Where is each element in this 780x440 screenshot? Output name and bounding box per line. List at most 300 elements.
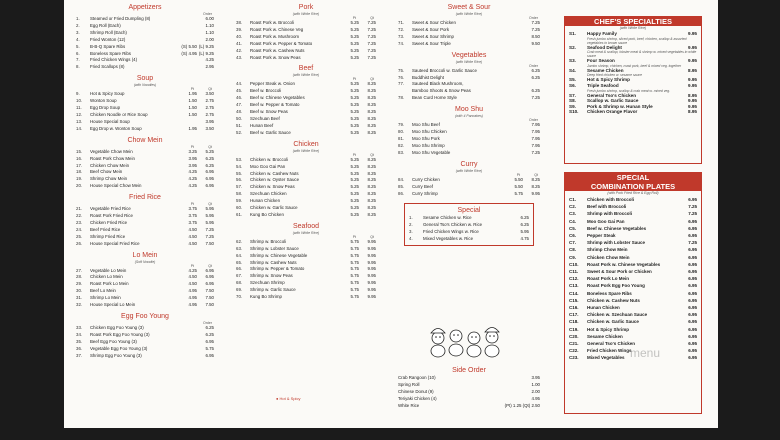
menu-item bbox=[76, 16, 214, 23]
combination-plates-list bbox=[565, 196, 701, 362]
item-number: 58. bbox=[236, 191, 243, 197]
price-header-small: Pt bbox=[190, 202, 194, 207]
item-price-small: 1.95 bbox=[188, 125, 197, 131]
item-number: 16. bbox=[76, 155, 83, 161]
item-price-small bbox=[506, 27, 523, 34]
chef-item bbox=[569, 83, 697, 89]
item-price-small: 5.50 bbox=[514, 183, 523, 189]
item-price-large: 6.25 bbox=[531, 67, 540, 73]
combo-price: 6.95 bbox=[688, 341, 697, 347]
item-name: Pepper Steak w. Onion bbox=[250, 81, 295, 87]
item-name: Chicken Chow Mein bbox=[90, 162, 130, 168]
menu-item bbox=[236, 88, 376, 95]
item-number: 22. bbox=[76, 213, 83, 219]
item-price-small: 1.50 bbox=[188, 98, 197, 104]
item-number: 28. bbox=[76, 274, 83, 280]
menu-item bbox=[76, 339, 214, 346]
special-item bbox=[409, 222, 529, 229]
side-name: Spring Roll bbox=[398, 381, 420, 387]
item-name: Beef w. Snow Peas bbox=[250, 109, 288, 115]
special-title: Special bbox=[457, 207, 481, 215]
item-price-small bbox=[180, 325, 197, 332]
combo-item bbox=[569, 326, 697, 333]
combo-price: 6.95 bbox=[688, 355, 697, 361]
item-price-large: 7.25 bbox=[367, 47, 376, 53]
combo-number: C20. bbox=[569, 333, 579, 339]
item-price-small: 3.95 bbox=[188, 155, 197, 161]
item-name: Beef Egg Foo Young (3) bbox=[90, 338, 137, 344]
item-name: House Special Chow Mein bbox=[90, 183, 142, 189]
item-price-large: 2.75 bbox=[205, 111, 214, 117]
item-price-large: 7.25 bbox=[531, 95, 540, 101]
item-price-large: 6.95 bbox=[205, 183, 214, 189]
section-title: Pork bbox=[298, 4, 314, 11]
section-title: Chow Mein bbox=[127, 136, 163, 144]
item-name: Chicken Lo Mein bbox=[90, 274, 123, 280]
menu-item bbox=[236, 212, 376, 219]
item-number: 65. bbox=[236, 259, 243, 265]
menu-item bbox=[236, 116, 376, 123]
menu-item bbox=[236, 177, 376, 184]
combo-price: 6.95 bbox=[688, 225, 697, 231]
item-number: 76. bbox=[398, 74, 405, 80]
menu-item bbox=[76, 268, 214, 275]
combo-item bbox=[569, 282, 697, 289]
menu-item bbox=[236, 164, 376, 171]
combo-number: C2. bbox=[569, 204, 577, 210]
menu-section bbox=[236, 3, 376, 61]
item-price-large: 8.25 bbox=[367, 129, 376, 135]
item-name: Szechuan Shrimp bbox=[250, 280, 285, 286]
combo-name: Roast Pork Egg Foo Young bbox=[587, 283, 645, 289]
item-price-small bbox=[506, 95, 523, 102]
price-header-small: Pt bbox=[190, 263, 194, 268]
combo-price: 6.95 bbox=[688, 333, 697, 339]
chef-number: S7. bbox=[569, 92, 576, 98]
side-order-item bbox=[398, 396, 540, 403]
combo-number: C21. bbox=[569, 341, 579, 347]
chef-number: S1. bbox=[569, 31, 576, 36]
item-name: Fried Scallops (8) bbox=[90, 64, 125, 70]
item-name: Shrimp Chow Mein bbox=[90, 176, 128, 182]
combo-price: 6.95 bbox=[688, 247, 697, 253]
item-price-small: 5.75 bbox=[514, 190, 523, 196]
item-price-large: 6.95 bbox=[205, 176, 214, 182]
menu-section bbox=[398, 105, 540, 157]
combo-name: Sweet & Sour Pork or Chicken bbox=[587, 269, 652, 275]
item-name: Roast Pork w. Snow Peas bbox=[250, 54, 301, 60]
item-price-large: 5.75 bbox=[205, 345, 214, 351]
combo-price: 6.95 bbox=[688, 197, 697, 202]
item-name: House Special Lo Mein bbox=[90, 302, 136, 308]
item-number: 51. bbox=[236, 122, 243, 128]
menu-item bbox=[398, 143, 540, 150]
item-name: Fried Wonton (12) bbox=[90, 36, 126, 42]
chef-name: Triple Seafood bbox=[587, 82, 619, 88]
item-price-large: 9.95 bbox=[367, 266, 376, 272]
item-price-small bbox=[180, 339, 197, 346]
menu-item bbox=[398, 68, 540, 75]
item-name: Roast Pork w. Mushroom bbox=[250, 33, 300, 39]
menu-column-3 bbox=[398, 0, 540, 408]
item-number: 32. bbox=[76, 302, 83, 308]
item-name: Egg Drop Soup bbox=[90, 105, 121, 111]
menu-item bbox=[76, 156, 214, 163]
combo-item bbox=[569, 246, 697, 253]
item-price-large: 7.50 bbox=[205, 302, 214, 308]
item-price-small bbox=[180, 332, 197, 339]
menu-item bbox=[76, 220, 214, 227]
item-name: Bean Curd Home Style bbox=[412, 95, 457, 101]
item-price-large: 7.25 bbox=[205, 233, 214, 239]
item-price-small: 5.25 bbox=[350, 54, 359, 60]
item-price-large: 9.95 bbox=[367, 287, 376, 293]
item-price-large: 2.75 bbox=[205, 98, 214, 104]
item-name: Beef w. Pepper & Tomato bbox=[250, 102, 300, 108]
section-subtitle: (with White Rice) bbox=[292, 148, 320, 153]
menu-item bbox=[398, 122, 540, 129]
price-header-large: Qt bbox=[208, 87, 212, 92]
item-price-small: 5.25 bbox=[350, 115, 359, 121]
menu-page bbox=[64, 0, 718, 428]
item-name: House Special Fried Rice bbox=[90, 240, 140, 246]
side-order-item bbox=[398, 403, 540, 410]
menu-item bbox=[76, 332, 214, 339]
combo-name: Chicken Chow Mein bbox=[587, 254, 630, 260]
menu-item bbox=[76, 112, 214, 119]
chef-name: General Tso's Chicken bbox=[587, 92, 637, 98]
menu-section bbox=[76, 74, 214, 132]
combo-number: C3. bbox=[569, 211, 577, 217]
item-price-small: 5.75 bbox=[350, 238, 359, 244]
item-price-large: 9.95 bbox=[367, 273, 376, 279]
chef-number: S5. bbox=[569, 77, 576, 83]
menu-item bbox=[236, 184, 376, 191]
item-name: Sauteed Broccoli w. Garlic Sauce bbox=[412, 67, 477, 73]
menu-item bbox=[236, 239, 376, 246]
item-price-small bbox=[506, 75, 523, 82]
item-number: 66. bbox=[236, 266, 243, 272]
item-number: 46. bbox=[236, 95, 243, 101]
item-number: 69. bbox=[236, 287, 243, 293]
menu-item bbox=[236, 266, 376, 273]
item-price-small: 4.50 bbox=[188, 233, 197, 239]
section-subtitle: (with Noodles) bbox=[133, 83, 157, 88]
item-number: 15. bbox=[76, 148, 83, 154]
chef-name: Sesame Chicken bbox=[587, 67, 624, 73]
item-name: Beef Chow Mein bbox=[90, 169, 123, 175]
combo-item bbox=[569, 333, 697, 340]
watermark: menu bbox=[630, 346, 661, 360]
item-price-small: 5.25 bbox=[350, 198, 359, 204]
side-name: Crab Rangoon (10) bbox=[398, 375, 436, 380]
item-number: 81. bbox=[398, 135, 405, 141]
combo-item bbox=[569, 268, 697, 275]
item-number: 71. bbox=[398, 20, 405, 25]
chef-name: Four Season bbox=[587, 58, 615, 64]
item-number: 78. bbox=[398, 95, 405, 101]
menu-section bbox=[76, 136, 214, 190]
combo-item bbox=[569, 232, 697, 239]
combo-item bbox=[569, 304, 697, 311]
item-price-small: 5.25 bbox=[350, 20, 359, 25]
side-price: (Pt) 1.25 (Qt) 2.50 bbox=[504, 402, 540, 408]
side-price: 4.95 bbox=[531, 395, 540, 401]
chef-price: 8.95 bbox=[688, 92, 697, 98]
menu-column-2 bbox=[236, 0, 376, 301]
chef-price: 9.95 bbox=[688, 103, 697, 109]
item-name: Shrimp w. Broccoli bbox=[250, 238, 287, 244]
combo-name: Chicken w. Garlic Sauce bbox=[587, 319, 639, 325]
special-name: Fried Chicken Wings w. Rice bbox=[423, 229, 479, 235]
item-name: Fried Chicken Wings (4) bbox=[90, 57, 138, 63]
hot-pepper-icon: ● bbox=[276, 396, 279, 401]
combo-name: Shrimp with Lobster Sauce bbox=[587, 240, 646, 246]
item-number: 85. bbox=[398, 183, 405, 189]
combo-price: 6.95 bbox=[688, 283, 697, 289]
item-name: Egg Drop w. Wonton Soup bbox=[90, 125, 142, 131]
item-price-large: 7.95 bbox=[531, 122, 540, 128]
menu-item bbox=[236, 198, 376, 205]
item-price-small bbox=[180, 30, 197, 37]
menu-item bbox=[76, 206, 214, 213]
item-price-large: 6.25 bbox=[205, 325, 214, 330]
item-number bbox=[398, 88, 412, 95]
item-number: 42. bbox=[236, 47, 243, 53]
item-price-large: 7.50 bbox=[205, 240, 214, 246]
item-number: 38. bbox=[236, 20, 243, 25]
menu-item bbox=[76, 105, 214, 112]
combo-name: Mixed Vegetables bbox=[587, 355, 625, 361]
menu-item bbox=[76, 183, 214, 190]
item-number: 20. bbox=[76, 183, 83, 189]
item-price-small bbox=[180, 64, 197, 71]
item-number: 84. bbox=[398, 176, 405, 182]
menu-item bbox=[76, 51, 214, 58]
item-price-large: 8.25 bbox=[367, 156, 376, 162]
combo-name: Sesame Chicken bbox=[587, 333, 623, 339]
item-name: Chicken Fried Rice bbox=[90, 219, 128, 225]
item-price-large: 5.95 bbox=[205, 213, 214, 219]
item-price-large: 8.50 bbox=[531, 33, 540, 39]
menu-item bbox=[76, 176, 214, 183]
item-price-small: 5.25 bbox=[350, 40, 359, 46]
item-number: 59. bbox=[236, 198, 243, 204]
combo-name: Hot & Spicy Shrimp bbox=[587, 326, 630, 332]
menu-item bbox=[76, 23, 214, 30]
item-price-large: 6.25 bbox=[205, 162, 214, 168]
item-price-small: 4.50 bbox=[188, 226, 197, 232]
combo-price: 6.95 bbox=[688, 276, 697, 282]
item-price-large: 8.25 bbox=[367, 191, 376, 197]
item-number: 33. bbox=[76, 325, 83, 330]
item-price-small: 5.25 bbox=[350, 191, 359, 197]
item-name: Roast Pork Chow Mein bbox=[90, 155, 135, 161]
item-price-small: 5.25 bbox=[350, 109, 359, 115]
section-title: Beef bbox=[298, 65, 314, 73]
item-price-small: 4.95 bbox=[188, 295, 197, 301]
menu-item bbox=[398, 41, 540, 48]
item-price-large: 6.25 bbox=[531, 74, 540, 80]
item-price-large: 6.95 bbox=[205, 274, 214, 280]
item-number: 23. bbox=[76, 219, 83, 225]
side-order-item bbox=[398, 389, 540, 396]
chef-description: Deep fried chicken w. sesame sauce bbox=[587, 73, 643, 78]
menu-item bbox=[76, 295, 214, 302]
item-number: 80. bbox=[398, 129, 405, 135]
chef-price: 9.95 bbox=[688, 77, 697, 83]
item-price-large: 8.25 bbox=[367, 102, 376, 108]
combo-title-1: SPECIAL bbox=[565, 173, 701, 182]
item-price-small: (S) 5.50 bbox=[181, 43, 197, 49]
menu-item bbox=[236, 130, 376, 137]
section-title: Egg Foo Young bbox=[121, 313, 169, 320]
combo-number: C17. bbox=[569, 312, 579, 318]
price-header-small: Pt bbox=[190, 87, 194, 92]
combo-item bbox=[569, 239, 697, 246]
menu-item bbox=[398, 177, 540, 184]
item-price-small bbox=[506, 122, 523, 129]
combo-number: C11. bbox=[569, 269, 579, 275]
combo-number: C19. bbox=[569, 326, 579, 332]
price-header-small: Pt bbox=[190, 144, 194, 149]
item-number: 63. bbox=[236, 245, 243, 251]
item-name: Shrimp Roll (Each) bbox=[90, 29, 127, 35]
item-name: Shrimp w. Lobster Sauce bbox=[250, 245, 299, 251]
item-price-small bbox=[506, 68, 523, 75]
combo-item bbox=[569, 275, 697, 282]
menu-item bbox=[76, 163, 214, 170]
combo-name: Pepper Steak bbox=[587, 233, 616, 239]
item-name: Vegetable Lo Mein bbox=[90, 267, 127, 273]
combo-price: 7.25 bbox=[688, 240, 697, 246]
item-number: 4. bbox=[76, 36, 80, 42]
special-number: 2. bbox=[409, 222, 413, 228]
item-name: Beef w. Broccoli bbox=[250, 88, 282, 94]
item-number: 67. bbox=[236, 273, 243, 279]
menu-item bbox=[76, 91, 214, 98]
item-price-large: 8.25 bbox=[367, 198, 376, 204]
chef-price: 8.95 bbox=[688, 109, 697, 115]
item-name: Chicken Noodle or Rice Soup bbox=[90, 111, 148, 117]
menu-item bbox=[236, 287, 376, 294]
item-number: 37. bbox=[76, 352, 83, 358]
item-price-large: 5.25 bbox=[205, 148, 214, 154]
item-name: Roast Pork w. Broccoli bbox=[250, 20, 294, 25]
combo-number: C22. bbox=[569, 348, 579, 354]
item-price-large: 9.95 bbox=[531, 190, 540, 196]
combo-number: C7. bbox=[569, 240, 577, 246]
item-number: 24. bbox=[76, 226, 83, 232]
item-number: 10. bbox=[76, 98, 83, 104]
combo-price: 6.95 bbox=[688, 233, 697, 239]
menu-item bbox=[398, 136, 540, 143]
chef-price: 9.95 bbox=[688, 44, 697, 50]
item-number: 60. bbox=[236, 205, 243, 211]
item-price-small: 4.50 bbox=[188, 281, 197, 287]
section-title: Sweet & Sour bbox=[447, 4, 491, 11]
item-number: 1. bbox=[76, 16, 80, 21]
item-price-small: 5.25 bbox=[350, 129, 359, 135]
menu-item bbox=[236, 20, 376, 27]
menu-item bbox=[236, 205, 376, 212]
special-name: General Tso's Chicken w. Rice bbox=[423, 222, 483, 228]
item-price-small: 5.75 bbox=[350, 252, 359, 258]
item-number: 9. bbox=[76, 91, 80, 97]
item-price-large: 9.95 bbox=[367, 280, 376, 286]
item-name: Hunan Chicken bbox=[250, 198, 281, 204]
side-price: 2.00 bbox=[531, 388, 540, 394]
chef-name: Seafood Delight bbox=[587, 44, 622, 50]
item-name: Moo Shu Pork bbox=[412, 135, 440, 141]
side-order-item bbox=[398, 382, 540, 389]
item-number: 82. bbox=[398, 142, 405, 148]
combo-name: Beef with Broccoli bbox=[587, 204, 627, 210]
menu-item bbox=[236, 157, 376, 164]
menu-item bbox=[76, 288, 214, 295]
item-name: Szechuan Beef bbox=[250, 115, 280, 121]
hot-legend-label: Hot & Spicy bbox=[279, 396, 301, 401]
item-price-small bbox=[506, 81, 523, 88]
combo-number: C6. bbox=[569, 233, 577, 239]
section-title: Soup bbox=[136, 75, 154, 83]
item-price-small: (S) 4.95 bbox=[181, 50, 197, 56]
item-name: Steamed or Fried Dumpling (8) bbox=[90, 16, 151, 21]
item-number: 11. bbox=[76, 105, 82, 111]
item-price-small: 5.75 bbox=[350, 245, 359, 251]
item-name: Egg Roll (Each) bbox=[90, 22, 121, 28]
photo-frame-right bbox=[718, 0, 780, 440]
chef-description: Fresh jumbo shrimp, scallop & crab meat w. mixed veg. bbox=[587, 88, 671, 93]
price-header-large: Qt bbox=[370, 77, 374, 82]
menu-section bbox=[398, 51, 540, 103]
item-price-small: 5.25 bbox=[350, 205, 359, 211]
item-price-large: 6.95 bbox=[205, 267, 214, 273]
price-header-small: Pt bbox=[516, 172, 520, 177]
item-price-small: 5.25 bbox=[350, 184, 359, 190]
item-number: 48. bbox=[236, 109, 243, 115]
chefs-specialties-box bbox=[564, 16, 702, 164]
item-number: 30. bbox=[76, 288, 83, 294]
menu-item bbox=[236, 171, 376, 178]
item-price-large: 9.95 bbox=[367, 259, 376, 265]
section-subtitle: (with White Rice) bbox=[455, 59, 483, 64]
combo-number: C12. bbox=[569, 276, 579, 282]
menu-item bbox=[236, 41, 376, 48]
item-price-small: 5.25 bbox=[350, 102, 359, 108]
price-header-large: Order bbox=[203, 321, 212, 325]
item-price-large: 3.50 bbox=[205, 91, 214, 97]
item-price-large: 8.25 bbox=[367, 81, 376, 87]
item-number: 31. bbox=[76, 295, 83, 301]
menu-item bbox=[398, 150, 540, 157]
item-price-small bbox=[506, 34, 523, 41]
item-price-large: 9.95 bbox=[367, 238, 376, 244]
price-header-large: Order bbox=[529, 63, 538, 68]
combo-item bbox=[569, 254, 697, 261]
menu-item bbox=[76, 302, 214, 309]
item-price-small: 4.50 bbox=[188, 274, 197, 280]
chef-description: Crab meat & scallop, lobster meat & shrimp w. mixed vegetables in white sauce bbox=[587, 50, 697, 59]
item-price-small: 4.95 bbox=[188, 288, 197, 294]
item-name: Beef Lo Mein bbox=[90, 288, 116, 294]
item-price-small bbox=[506, 143, 523, 150]
item-number: 72. bbox=[398, 26, 405, 32]
menu-item bbox=[398, 191, 540, 198]
price-header-small: Pt bbox=[352, 77, 356, 82]
menu-section bbox=[398, 160, 540, 198]
menu-item bbox=[398, 20, 540, 27]
